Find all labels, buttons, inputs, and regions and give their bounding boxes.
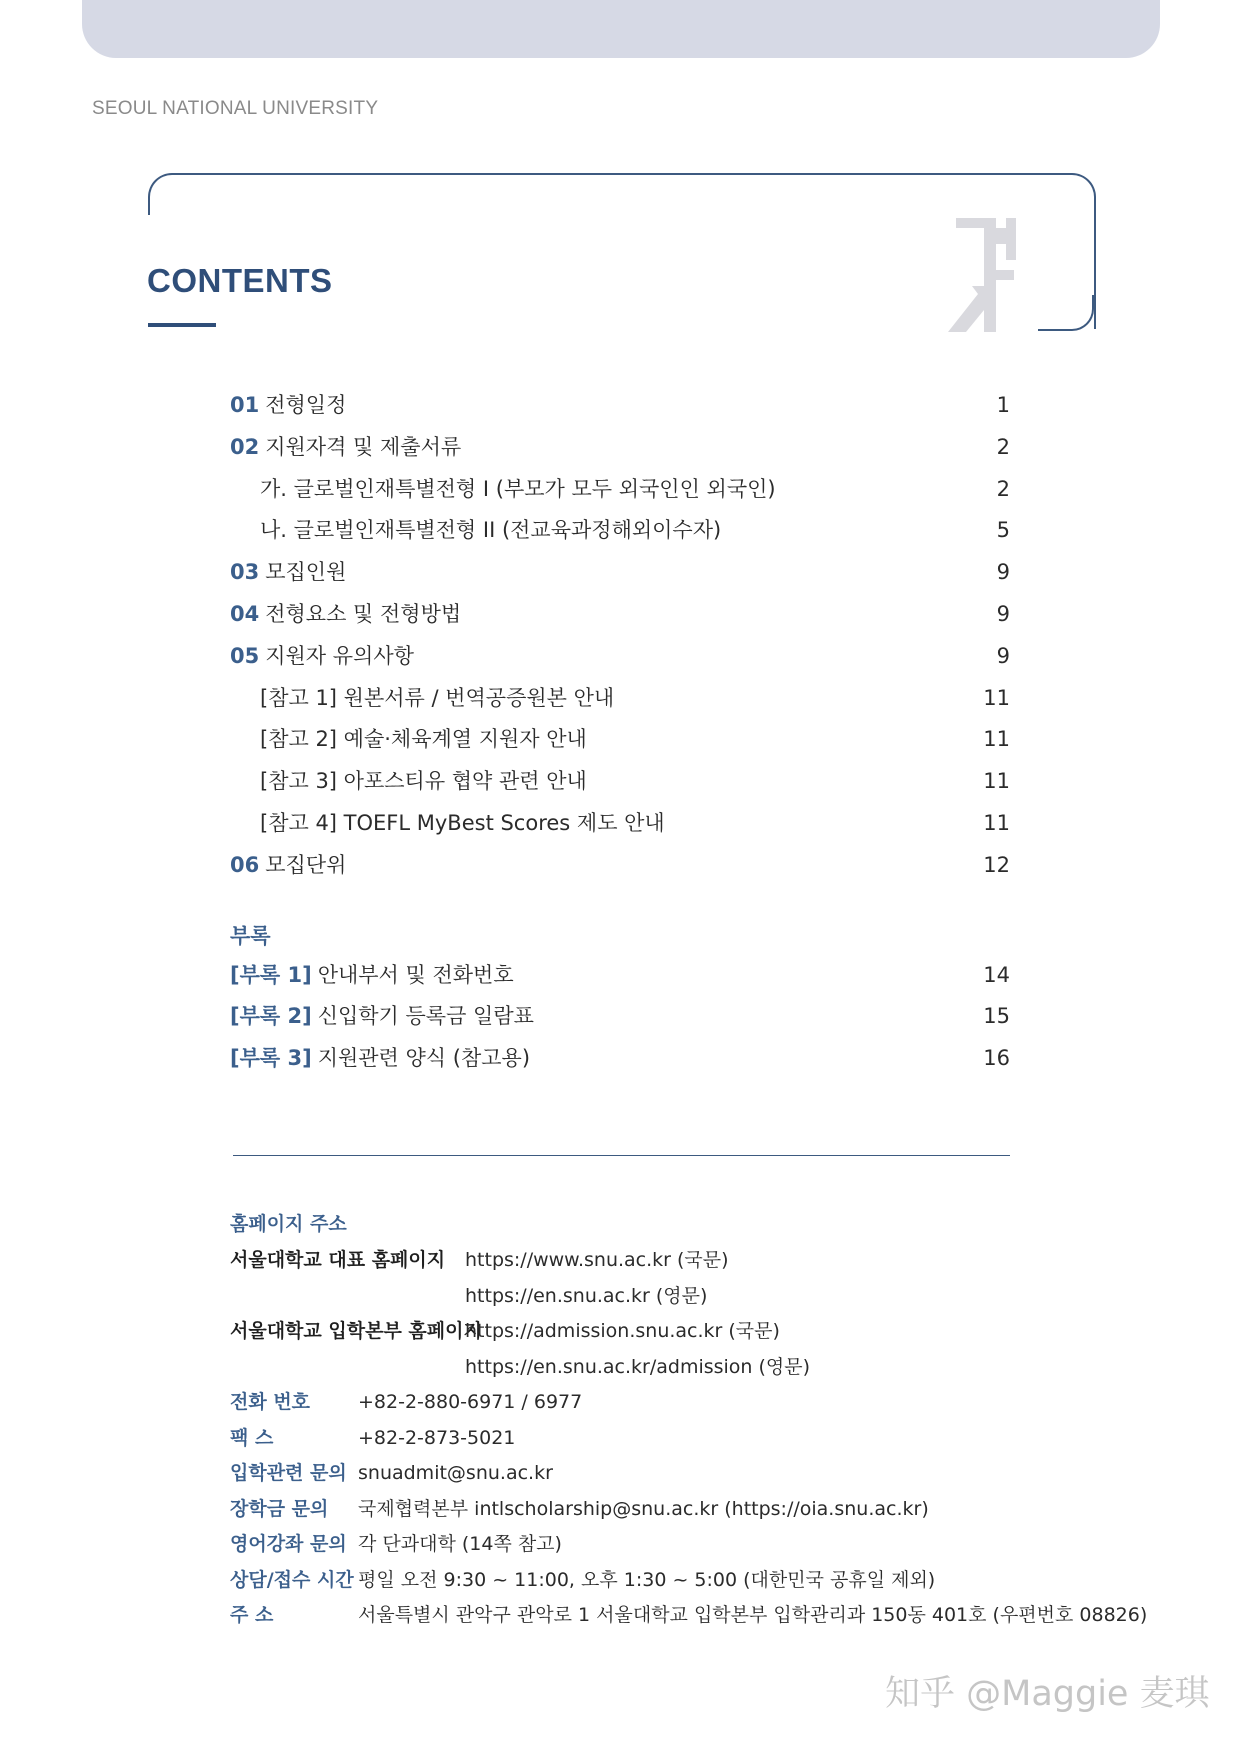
contact-info-row xyxy=(230,1459,1130,1495)
toc-item-label: [참고 4] TOEFL MyBest Scores 제도 안내 xyxy=(260,810,665,835)
contact-info-value: +82-2-880-6971 / 6977 xyxy=(358,1391,583,1413)
toc-item[interactable] xyxy=(230,724,1010,766)
toc-item-label: 지원자 유의사항 xyxy=(265,643,414,668)
appendix-item-label: 지원관련 양식 (참고용) xyxy=(317,1046,531,1071)
toc-item[interactable] xyxy=(230,390,1010,432)
toc-item-page: 11 xyxy=(983,685,1010,710)
contact-info-label: 팩 스 xyxy=(230,1426,274,1449)
appendix-item-number: [부록 2] xyxy=(230,1004,312,1029)
contact-info-row xyxy=(230,1530,1130,1566)
appendix-item-label: 신입학기 등록금 일람표 xyxy=(317,1004,534,1029)
toc-item-number: 01 xyxy=(230,393,260,417)
contact-info-row xyxy=(230,1495,1130,1531)
toc-item[interactable] xyxy=(230,557,1010,599)
watermark: 知乎 @Maggie 麦琪 xyxy=(885,1674,1210,1714)
contact-info-value: 평일 오전 9:30 ~ 11:00, 오후 1:30 ~ 5:00 (대한민국 공휴일 제외) xyxy=(358,1568,936,1591)
toc-item[interactable] xyxy=(230,641,1010,683)
toc-item-number: 04 xyxy=(230,601,260,626)
toc-item-label: [참고 3] 아포스티유 협약 관련 안내 xyxy=(260,769,587,794)
appendix-item[interactable] xyxy=(230,1001,1010,1043)
toc-item-label: 나. 글로벌인재특별전형 II (전교육과정해외이수자) xyxy=(260,518,722,543)
contact-info-label: 주 소 xyxy=(230,1604,274,1626)
page-title: CONTENTS xyxy=(147,262,333,299)
table-of-contents xyxy=(230,390,1010,1085)
appendix-rows xyxy=(230,960,1010,1085)
homepage-label: 서울대학교 대표 홈페이지 xyxy=(230,1249,446,1271)
toc-rows xyxy=(230,390,1010,892)
toc-item-number: 02 xyxy=(230,434,260,459)
contact-info-label: 입학관련 문의 xyxy=(230,1462,347,1484)
divider xyxy=(233,1155,1010,1156)
appendix-item[interactable] xyxy=(230,960,1010,1002)
homepage-link[interactable]: https://admission.snu.ac.kr (국문) xyxy=(465,1320,780,1342)
homepage-heading: 홈페이지 주소 xyxy=(230,1213,347,1235)
toc-item-page: 5 xyxy=(996,518,1010,543)
toc-item-page: 9 xyxy=(996,601,1010,626)
contact-info-row xyxy=(230,1566,1130,1602)
contact-info-row xyxy=(230,1388,1130,1424)
toc-item-label: [참고 1] 원본서류 / 번역공증원본 안내 xyxy=(260,685,615,710)
toc-item[interactable] xyxy=(230,683,1010,725)
homepage-link[interactable]: https://en.snu.ac.kr/admission (영문) xyxy=(465,1355,811,1378)
toc-item[interactable] xyxy=(230,808,1010,850)
contact-info-label: 상담/접수 시간 xyxy=(230,1568,354,1591)
frame-corner xyxy=(1038,295,1094,331)
toc-item-label: 모집인원 xyxy=(265,560,347,585)
emblem-icon xyxy=(944,210,1026,332)
toc-item-number: 03 xyxy=(230,560,260,585)
homepage-row xyxy=(230,1246,1130,1282)
appendix-item-number: [부록 3] xyxy=(230,1046,312,1071)
info-rows xyxy=(230,1388,1148,1637)
contact-info-label: 장학금 문의 xyxy=(230,1497,329,1520)
toc-item-page: 2 xyxy=(996,476,1010,501)
toc-item-label: 가. 글로벌인재특별전형 I (부모가 모두 외국인인 외국인) xyxy=(260,476,776,501)
contact-info-value: 서울특별시 관악구 관악로 1 서울대학교 입학본부 입학관리과 150동 401호 (우편번호 08826) xyxy=(358,1604,1148,1626)
contact-info-value: +82-2-873-5021 xyxy=(358,1426,516,1449)
contact-section xyxy=(230,1210,1148,1637)
contact-info-value: snuadmit@snu.ac.kr xyxy=(358,1462,553,1484)
toc-item[interactable] xyxy=(230,515,1010,557)
toc-item-page: 1 xyxy=(996,393,1010,417)
appendix-item-label: 안내부서 및 전화번호 xyxy=(317,962,514,987)
toc-item-number: 06 xyxy=(230,852,260,877)
homepage-link[interactable]: https://en.snu.ac.kr (영문) xyxy=(465,1284,708,1307)
toc-item[interactable] xyxy=(230,766,1010,808)
toc-item-label: 지원자격 및 제출서류 xyxy=(265,434,462,459)
contact-info-label: 영어강좌 문의 xyxy=(230,1533,347,1555)
toc-item-page: 11 xyxy=(983,727,1010,752)
contact-info-label: 전화 번호 xyxy=(230,1391,311,1413)
appendix-item-number: [부록 1] xyxy=(230,962,312,987)
homepage-label: 서울대학교 입학본부 홈페이지 xyxy=(230,1320,482,1342)
contact-info-row xyxy=(230,1424,1130,1460)
toc-item-page: 2 xyxy=(996,434,1010,459)
toc-item[interactable] xyxy=(230,599,1010,641)
toc-item[interactable] xyxy=(230,850,1010,892)
toc-item-number: 05 xyxy=(230,643,260,668)
toc-item-page: 11 xyxy=(983,810,1010,835)
appendix-item-page: 14 xyxy=(983,962,1010,987)
toc-item-page: 12 xyxy=(983,852,1010,877)
appendix-item-page: 16 xyxy=(983,1046,1010,1071)
contact-info-row xyxy=(230,1601,1148,1637)
appendix-item-page: 15 xyxy=(983,1004,1010,1029)
toc-item-page: 9 xyxy=(996,560,1010,585)
homepage-row xyxy=(230,1317,1130,1353)
homepage-row xyxy=(230,1353,1130,1389)
site-rows xyxy=(230,1246,1130,1388)
toc-item[interactable] xyxy=(230,474,1010,516)
toc-item-label: 전형일정 xyxy=(265,393,347,417)
title-underline xyxy=(148,323,216,327)
toc-item-page: 11 xyxy=(983,769,1010,794)
contact-info-value: 각 단과대학 (14쪽 참고) xyxy=(358,1533,562,1555)
contact-info-value: 국제협력본부 intlscholarship@snu.ac.kr (https://oia.snu.ac.kr) xyxy=(358,1497,929,1520)
appendix-heading: 부록 xyxy=(230,923,271,948)
appendix-item[interactable] xyxy=(230,1043,1010,1085)
toc-item[interactable] xyxy=(230,432,1010,474)
frame-mask-bottom xyxy=(150,306,1038,336)
top-band xyxy=(82,0,1160,58)
homepage-link[interactable]: https://www.snu.ac.kr (국문) xyxy=(465,1249,729,1271)
toc-item-label: 전형요소 및 전형방법 xyxy=(265,601,462,626)
homepage-row xyxy=(230,1282,1130,1318)
toc-item-page: 9 xyxy=(996,643,1010,668)
university-name: SEOUL NATIONAL UNIVERSITY xyxy=(92,98,379,119)
toc-item-label: 모집단위 xyxy=(265,852,347,877)
toc-item-label: [참고 2] 예술·체육계열 지원자 안내 xyxy=(260,727,587,752)
